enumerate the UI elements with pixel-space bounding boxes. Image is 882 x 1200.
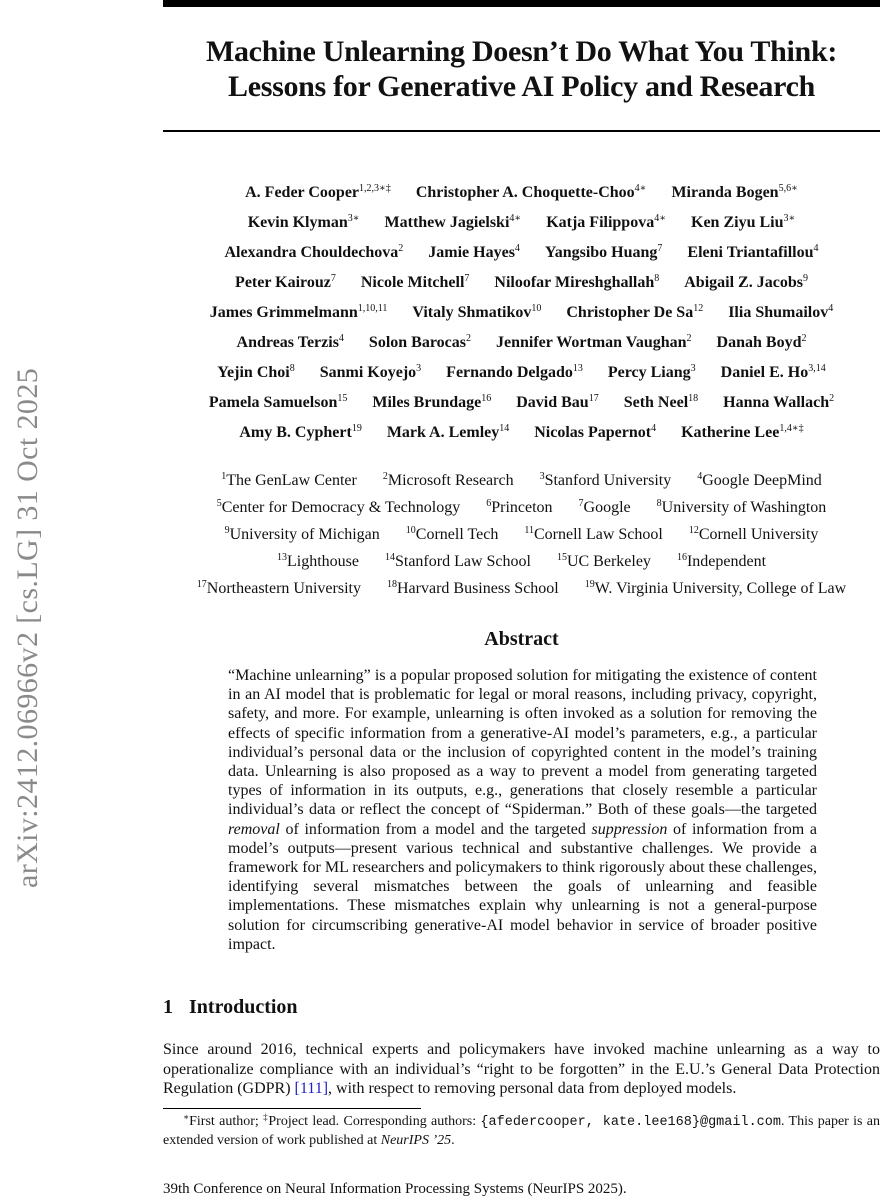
author-name: Miranda Bogen — [671, 184, 779, 201]
affiliation-name: Harvard Business School — [396, 579, 559, 597]
affiliation-name: W. Virginia University, College of Law — [594, 579, 847, 597]
author-name: Pamela Samuelson — [208, 394, 338, 411]
author-name: Katherine Lee — [681, 424, 780, 441]
author-name: Peter Kairouz — [235, 274, 331, 291]
affiliation-line — [163, 548, 880, 575]
author-name: Sanmi Koyejo — [319, 364, 417, 381]
author-name: Abigail Z. Jacobs — [684, 274, 803, 291]
affiliation — [217, 499, 461, 517]
affiliation-number: 7 — [578, 497, 584, 509]
affiliation-name: Cornell Tech — [415, 525, 499, 543]
author-name: James Grimmelmann — [209, 304, 358, 321]
author-name: Niloofar Mireshghallah — [494, 274, 655, 291]
author-affiliation-marks: 12 — [693, 303, 704, 314]
affiliation — [197, 580, 361, 598]
author-name: Christopher A. Choquette-Choo — [415, 184, 635, 201]
author-affiliation-marks: 4∗ — [509, 213, 522, 224]
affiliation — [557, 553, 651, 571]
author — [566, 304, 703, 322]
author-affiliation-marks: 4∗ — [634, 183, 647, 194]
footnote-text-2: Project lead. Corresponding authors: — [268, 1114, 481, 1129]
author-affiliation-marks: 4∗ — [654, 213, 666, 224]
top-rule — [163, 0, 880, 7]
author — [248, 214, 360, 232]
author-name: Alexandra Chouldechova — [224, 244, 399, 261]
author — [684, 274, 808, 292]
affiliation-number: 12 — [688, 524, 699, 536]
author-name: Eleni Triantafillou — [687, 244, 814, 261]
author — [235, 274, 336, 292]
author-affiliation-marks: 2 — [398, 243, 404, 254]
affiliation — [689, 526, 819, 544]
author-affiliation-marks: 13 — [572, 363, 583, 374]
author-line — [163, 358, 880, 388]
author — [224, 244, 403, 262]
author-affiliation-marks: 7 — [330, 273, 336, 284]
author — [691, 214, 795, 232]
affiliation-name: Google DeepMind — [702, 471, 822, 489]
author-affiliation-marks: 4 — [338, 333, 344, 344]
section-number: 1 — [163, 996, 173, 1018]
author-name: Ken Ziyu Liu — [691, 214, 784, 231]
author — [369, 334, 471, 352]
intro-text-2: , with respect to removing personal data from deployed models. — [328, 1080, 737, 1097]
author-affiliation-marks: 4 — [813, 243, 819, 254]
author-name: Ilia Shumailov — [728, 304, 829, 321]
affiliation-name: Cornell Law School — [533, 525, 663, 543]
author-affiliation-marks: 10 — [531, 303, 542, 314]
arxiv-identifier: arXiv:2412.06966v2 [cs.LG] 31 Oct 2025 — [11, 367, 44, 888]
author-affiliation-marks: 2 — [801, 333, 807, 344]
author-name: Matthew Jagielski — [384, 214, 510, 231]
affiliation-number: 14 — [384, 551, 395, 563]
author-line — [163, 208, 880, 238]
footnote-text-1: First author; — [189, 1114, 264, 1129]
author-name: Yejin Choi — [217, 364, 290, 381]
affiliation-name: University of Michigan — [229, 525, 380, 543]
author — [516, 394, 598, 412]
author-name: Seth Neel — [623, 394, 689, 411]
author — [446, 364, 583, 382]
author-affiliation-marks: 4 — [651, 423, 657, 434]
affiliation — [540, 472, 672, 490]
introduction-paragraph — [163, 1040, 880, 1099]
author-name: Miles Brundage — [372, 394, 482, 411]
affiliation — [579, 499, 631, 517]
author — [412, 304, 541, 322]
author-name: Hanna Wallach — [723, 394, 830, 411]
footnote-text-4: . — [451, 1133, 455, 1148]
author-affiliation-marks: 3∗ — [347, 213, 360, 224]
author-name: Fernando Delgado — [446, 364, 573, 381]
author-affiliation-marks: 2 — [465, 333, 471, 344]
author-affiliation-marks: 1,10,11 — [357, 303, 388, 314]
author-name: Mark A. Lemley — [386, 424, 500, 441]
author-name: Vitaly Shmatikov — [412, 304, 532, 321]
author — [728, 304, 833, 322]
author-name: Kevin Klyman — [247, 214, 348, 231]
author — [210, 304, 388, 322]
author-name: Katja Filippova — [546, 214, 655, 231]
abstract-text-1: “Machine unlearning” is a popular proposed solution for mitigating the existence of content in an AI model that is problematic for legal or moral reasons, including privacy, copyright, safety, and more. For example, unlearning is often invoked as a solution for removing the effects of specific information from a generative-AI model’s parameters, e.g., a particular individual’s personal data or the inclusion of copyrighted content in the model’s training data. Unlearning is also proposed as a way to prevent a model from generating targeted types of information in its outputs, e.g., generations that closely resemble a particular individual’s data or reflect the concept of “Spiderman.” Both of these goals—the targeted — [228, 667, 817, 819]
affiliation-name: Center for Democracy & Technology — [221, 498, 461, 516]
affiliation-number: 3 — [539, 470, 545, 482]
author-line — [163, 238, 880, 268]
author-name: Andreas Terzis — [236, 334, 339, 351]
author-affiliation-marks: 18 — [688, 393, 699, 404]
affiliation-number: 15 — [556, 551, 567, 563]
affiliation-number: 19 — [584, 578, 595, 590]
author-line — [163, 178, 880, 208]
affiliation-number: 6 — [486, 497, 492, 509]
affiliation-name: UC Berkeley — [566, 552, 651, 570]
author-affiliation-marks: 19 — [351, 423, 362, 434]
affiliation-number: 8 — [656, 497, 662, 509]
author — [496, 334, 692, 352]
section-title: Introduction — [189, 996, 298, 1018]
affiliation-line — [163, 494, 880, 521]
author-name: Danah Boyd — [716, 334, 802, 351]
abstract-emphasis-suppression: suppression — [591, 820, 668, 838]
author-name: A. Feder Cooper — [245, 184, 360, 201]
citation-link[interactable]: [111] — [294, 1080, 329, 1097]
abstract-text-3: of information from a model’s outputs—present various technical and substantive challenges. We provide a framework for ML researchers and policymakers to think rigorously about these challenges, identifying several mismatches between the goals of unlearning and feasible implementations. These mismatches explain why unlearning is not a general-purpose solution for circumscribing generative-AI model behavior in service of broader positive impact. — [228, 820, 817, 953]
author-affiliation-marks: 7 — [657, 243, 663, 254]
affiliation — [585, 580, 846, 598]
affiliation-number: 17 — [196, 578, 207, 590]
footnote-rule — [163, 1108, 421, 1109]
affiliation — [406, 526, 499, 544]
author-name: Nicolas Papernot — [534, 424, 652, 441]
author-affiliation-marks: 15 — [337, 393, 348, 404]
affiliation-name: Princeton — [491, 498, 553, 516]
author-affiliation-marks: 9 — [802, 273, 808, 284]
affiliation-number: 5 — [216, 497, 222, 509]
paper-title — [163, 34, 880, 104]
author-name: Daniel E. Ho — [720, 364, 809, 381]
affiliation-number: 1 — [221, 470, 227, 482]
abstract-heading: Abstract — [484, 628, 559, 650]
affiliation — [383, 472, 514, 490]
author-name: Jamie Hayes — [428, 244, 515, 261]
author — [624, 394, 698, 412]
affiliation-name: Stanford Law School — [394, 552, 531, 570]
author-line — [163, 418, 880, 448]
author-name: Jennifer Wortman Vaughan — [495, 334, 687, 351]
affiliation — [225, 526, 380, 544]
author-line — [163, 388, 880, 418]
author-name: David Bau — [516, 394, 589, 411]
author — [237, 334, 344, 352]
affiliation-number: 10 — [405, 524, 416, 536]
affiliation-name: The GenLaw Center — [226, 471, 357, 489]
conference-footer: 39th Conference on Neural Information Processing Systems (NeurIPS 2025). — [163, 1181, 627, 1197]
author — [494, 274, 659, 292]
contact-emails: {afedercooper, kate.lee168}@gmail.com — [480, 1115, 781, 1130]
author-affiliation-marks: 3∗ — [783, 213, 796, 224]
author-affiliation-marks: 3,14 — [808, 363, 826, 374]
affiliation-line — [163, 521, 880, 548]
author-affiliation-marks: 2 — [686, 333, 692, 344]
footnote-text-3: . This paper is an extended version of work published at — [163, 1114, 880, 1148]
affiliation — [387, 580, 559, 598]
abstract-emphasis-removal: removal — [228, 820, 280, 838]
affiliation — [277, 553, 359, 571]
author — [546, 214, 666, 232]
author-affiliation-marks: 8 — [289, 363, 295, 374]
affiliation-name: Microsoft Research — [387, 471, 514, 489]
author-list — [163, 178, 880, 448]
affiliation-name: Lighthouse — [286, 552, 359, 570]
affiliation-name: University of Washington — [661, 498, 827, 516]
footnote-mark-first: ∗ — [183, 1112, 190, 1122]
author — [245, 184, 391, 202]
title-line-1: Machine Unlearning Doesn’t Do What You Think: — [205, 35, 838, 68]
author-name: Nicole Mitchell — [360, 274, 465, 291]
affiliation-line — [163, 575, 880, 602]
affiliation-number: 2 — [382, 470, 388, 482]
author — [687, 244, 818, 262]
author-name: Solon Barocas — [368, 334, 466, 351]
author-affiliation-marks: 3 — [690, 363, 696, 374]
affiliation — [486, 499, 552, 517]
affiliation-number: 4 — [697, 470, 703, 482]
abstract-text-2: of information from a model and the targeted — [279, 820, 592, 838]
abstract-body — [228, 666, 817, 954]
author — [320, 364, 421, 382]
author — [545, 244, 663, 262]
affiliation — [697, 472, 822, 490]
author-affiliation-marks: 2 — [829, 393, 835, 404]
author-affiliation-marks: 4 — [828, 303, 834, 314]
author-affiliation-marks: 4 — [514, 243, 520, 254]
author — [209, 394, 347, 412]
affiliation-number: 18 — [386, 578, 397, 590]
author — [385, 214, 522, 232]
author — [416, 184, 647, 202]
author-line — [163, 268, 880, 298]
affiliation-name: Stanford University — [544, 471, 672, 489]
author-affiliation-marks: 7 — [464, 273, 470, 284]
author — [721, 364, 826, 382]
intro-text-1: Since around 2016, technical experts and policymakers have invoked machine unlearning as a way to operationalize compliance with an individual’s “right to be forgotten” in the E.U.’s General Data Protection Regulation (GDPR) — [163, 1041, 880, 1097]
author-name: Christopher De Sa — [566, 304, 694, 321]
author — [428, 244, 520, 262]
affiliation — [385, 553, 531, 571]
author-line — [163, 298, 880, 328]
affiliation-number: 9 — [224, 524, 230, 536]
affiliation-list — [163, 467, 880, 602]
author-affiliation-marks: 3 — [416, 363, 422, 374]
author — [534, 424, 656, 442]
affiliation — [524, 526, 663, 544]
author — [717, 334, 807, 352]
footnote-mark-lead: ‡ — [263, 1112, 269, 1122]
footnote — [163, 1113, 880, 1150]
author-affiliation-marks: 16 — [481, 393, 492, 404]
venue-name: NeurIPS ’25 — [380, 1133, 452, 1148]
title-rule — [163, 130, 880, 132]
author — [361, 274, 470, 292]
affiliation-name: Cornell University — [698, 525, 819, 543]
affiliation-name: Google — [583, 498, 631, 516]
author-name: Amy B. Cyphert — [239, 424, 352, 441]
author-name: Percy Liang — [607, 364, 691, 381]
author — [681, 424, 804, 442]
author — [608, 364, 696, 382]
author — [723, 394, 834, 412]
affiliation — [657, 499, 827, 517]
author-affiliation-marks: 14 — [499, 423, 510, 434]
author — [217, 364, 294, 382]
affiliation-number: 11 — [524, 524, 534, 536]
affiliation — [677, 553, 766, 571]
affiliation-line — [163, 467, 880, 494]
affiliation — [221, 472, 357, 490]
author — [372, 394, 491, 412]
affiliation-name: Northeastern University — [206, 579, 361, 597]
affiliation-name: Independent — [686, 552, 767, 570]
author-affiliation-marks: 8 — [654, 273, 660, 284]
affiliation-number: 16 — [676, 551, 687, 563]
author — [671, 184, 797, 202]
title-line-2: Lessons for Generative AI Policy and Research — [227, 70, 815, 103]
section-heading — [163, 996, 298, 1019]
author-affiliation-marks: 17 — [588, 393, 599, 404]
author-line — [163, 328, 880, 358]
author — [239, 424, 361, 442]
affiliation-number: 13 — [276, 551, 287, 563]
author-affiliation-marks: 5,6∗ — [778, 183, 798, 194]
author-affiliation-marks: 1,2,3∗‡ — [359, 183, 391, 194]
author-name: Yangsibo Huang — [544, 244, 658, 261]
author-affiliation-marks: 1,4∗‡ — [779, 423, 804, 434]
author — [387, 424, 509, 442]
